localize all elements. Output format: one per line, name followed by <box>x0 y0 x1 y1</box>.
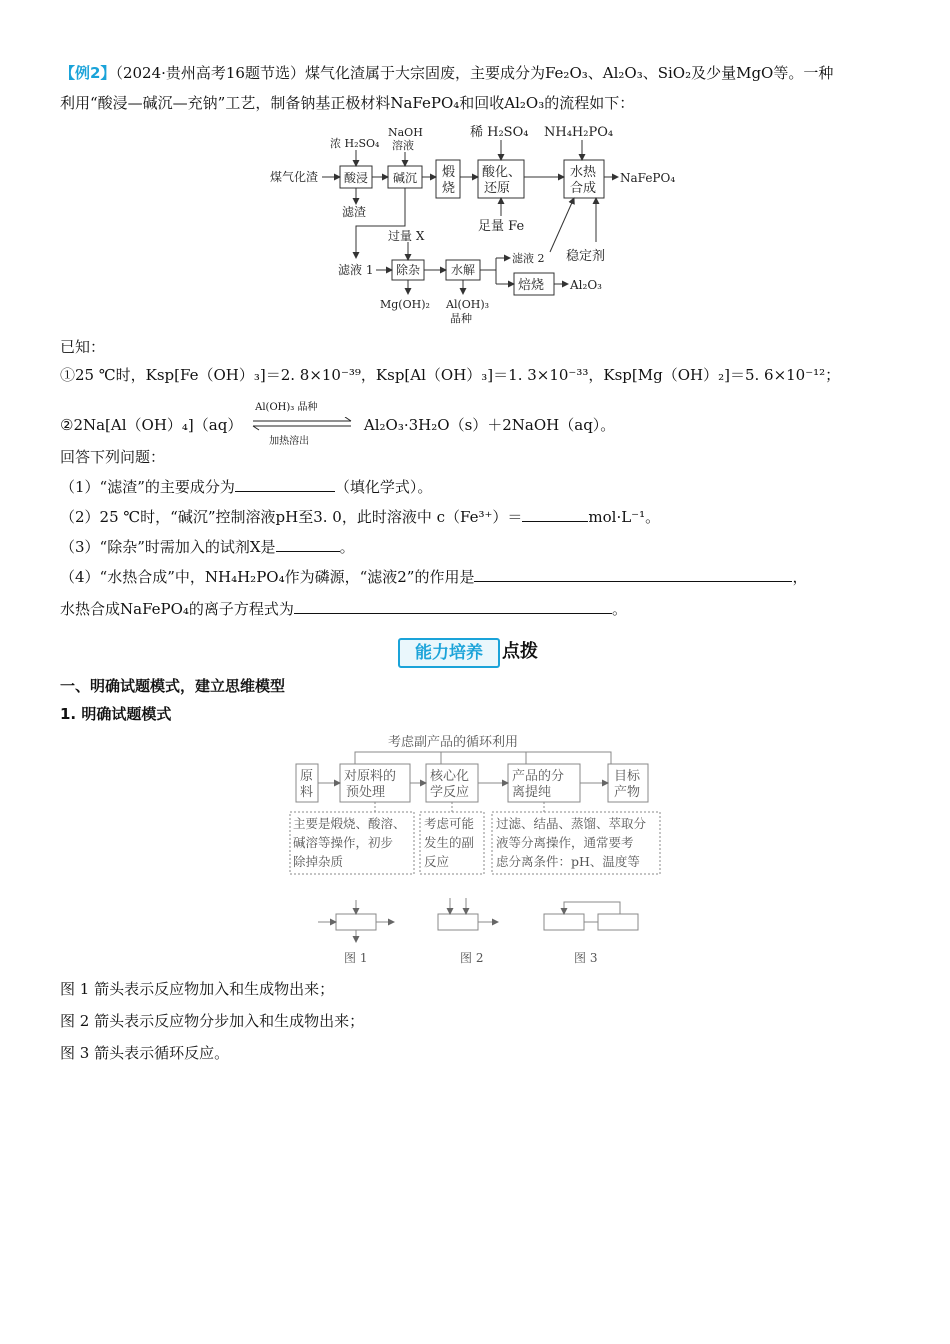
flow-acid-in: 浓 H₂SO₄ <box>330 137 380 150</box>
banner-left: 能力培养 <box>398 638 500 668</box>
question-4b <box>60 598 627 620</box>
flow-calcine1: 煅 <box>442 165 456 180</box>
mode-b2b: 预处理 <box>346 785 386 800</box>
q4-text: （4）“水热合成”中，NH₄H₂PO₄作为磷源，“滤液2”的作用是 <box>60 568 475 586</box>
arrow-bottom-label: 加热溶出 <box>269 436 310 447</box>
arrow-top-label: Al(OH)₃ 晶种 <box>255 402 318 413</box>
mode-n2b: 发生的副 <box>424 835 475 850</box>
flow-mgoh: Mg(OH)₂ <box>380 298 430 311</box>
banner-right: 点拨 <box>502 641 538 662</box>
mode-n1c: 除掉杂质 <box>293 854 344 869</box>
flow-remove: 除杂 <box>396 263 421 277</box>
flow-hydrolysis: 水解 <box>451 263 476 277</box>
section-heading-1: 一、明确试题模式，建立思维模型 <box>60 677 286 695</box>
mode-diagram <box>286 732 666 968</box>
example-source: （2024·贵州高考16题节选） <box>115 64 305 82</box>
mode-top-label: 考虑副产品的循环利用 <box>388 735 519 750</box>
mode-b1a: 原 <box>300 769 314 784</box>
mode-b4b: 离提纯 <box>512 785 552 800</box>
reaction-right: Al₂O₃·3H₂O（s）＋2NaOH（aq）。 <box>363 416 616 434</box>
flow-al2o3: Al₂O₃ <box>570 278 602 292</box>
flow-residue: 滤渣 <box>342 205 367 219</box>
question-1 <box>60 476 432 498</box>
reversible-arrow <box>251 402 355 447</box>
mode-b4a: 产品的分 <box>512 769 565 784</box>
flow-alkali-sink: 碱沉 <box>393 171 418 185</box>
q1-text: （1）“滤渣”的主要成分为 <box>60 478 235 496</box>
note-fig3: 图 3 箭头表示循环反应。 <box>60 1044 230 1062</box>
flow-stabilizer: 稳定剂 <box>566 249 606 264</box>
q4-comma: ， <box>792 568 808 586</box>
q4-tail: 。 <box>611 600 627 618</box>
example-tag: 【例2】 <box>60 64 116 82</box>
q1-blank[interactable] <box>235 477 335 492</box>
mode-b5b: 产物 <box>614 785 641 800</box>
q3-blank[interactable] <box>276 537 340 552</box>
flow-roast: 焙烧 <box>518 278 545 293</box>
reaction-left: ②2Na[Al（OH）₄]（aq） <box>60 416 243 434</box>
question-3 <box>60 536 355 558</box>
question-4 <box>60 566 808 588</box>
q2-text: （2）25 ℃时，“碱沉”控制溶液pH至3. 0，此时溶液中 c（Fe³⁺）＝ <box>60 508 523 526</box>
mode-n1b: 碱溶等操作，初步 <box>293 835 394 850</box>
mode-n2a: 考虑可能 <box>424 816 475 831</box>
flow-naoh1: NaOH <box>388 126 423 139</box>
flow-aloh: Al(OH)₃ <box>446 298 490 311</box>
mode-b2a: 对原料的 <box>344 769 397 784</box>
q4-blank2[interactable] <box>294 599 612 614</box>
mode-b3b: 学反应 <box>430 785 470 800</box>
q1-tail: （填化学式）。 <box>334 478 433 496</box>
flow-excess-x: 过量 X <box>388 229 425 243</box>
flow-acid-leach: 酸浸 <box>344 171 369 185</box>
flow-fe: 足量 Fe <box>478 219 525 234</box>
process-flow-diagram <box>260 118 720 330</box>
mode-b1b: 料 <box>300 785 314 800</box>
question-2 <box>60 506 660 528</box>
flow-naoh2: 溶液 <box>392 139 414 152</box>
note-fig1: 图 1 箭头表示反应物加入和生成物出来； <box>60 980 335 998</box>
flow-seed: 晶种 <box>450 312 472 325</box>
equilibrium-arrow-icon <box>251 417 355 431</box>
mode-b5a: 目标 <box>614 769 641 784</box>
flow-nh4: NH₄H₂PO₄ <box>544 125 614 140</box>
mode-n3a: 过滤、结晶、蒸馏、萃取分 <box>496 816 647 831</box>
q2-blank[interactable] <box>522 507 588 522</box>
mode-n1a: 主要是煅烧、酸溶、 <box>293 816 406 831</box>
section-banner <box>398 638 552 666</box>
flow-acidify2: 还原 <box>484 181 511 196</box>
q4-blank1[interactable] <box>474 567 792 582</box>
known-reaction <box>60 402 616 447</box>
q3-text: （3）“除杂”时需加入的试剂X是 <box>60 538 276 556</box>
known-label: 已知： <box>60 338 106 356</box>
mode-n3b: 液等分离操作，通常要考 <box>496 835 634 850</box>
fig3-caption: 图 3 <box>574 951 598 965</box>
mode-b3a: 核心化 <box>430 769 470 784</box>
mode-n3c: 虑分离条件：pH、温度等 <box>496 854 640 869</box>
section-heading-2: 1. 明确试题模式 <box>60 705 172 723</box>
flow-hydro2: 合成 <box>570 181 597 196</box>
flow-acidify1: 酸化、 <box>482 165 522 180</box>
example-intro1: 煤气化渣属于大宗固废，主要成分为Fe₂O₃、Al₂O₃、SiO₂及少量MgO等。一种 <box>304 64 834 82</box>
flow-filtrate2: 滤液 2 <box>512 252 545 265</box>
flow-filtrate1: 滤液 1 <box>338 263 374 277</box>
example-intro-line2: 利用“酸浸—碱沉—充钠”工艺，制备钠基正极材料NaFePO₄和回收Al₂O₃的流程如下： <box>60 94 635 112</box>
flow-start: 煤气化渣 <box>270 170 319 184</box>
q3-tail: 。 <box>339 538 355 556</box>
flow-calcine2: 烧 <box>442 181 456 196</box>
q2-tail: mol·L⁻¹。 <box>588 508 661 526</box>
fig2-caption: 图 2 <box>460 951 484 965</box>
flow-hydro1: 水热 <box>570 165 597 180</box>
example-intro-line1 <box>60 62 833 84</box>
flow-dil-acid: 稀 H₂SO₄ <box>470 125 529 140</box>
known-ksp: ①25 ℃时，Ksp[Fe（OH）₃]＝2. 8×10⁻³⁹，Ksp[Al（OH）₃]＝1. 3×10⁻³³，Ksp[Mg（OH）₂]＝5. 6×10⁻¹²； <box>60 366 841 384</box>
question-prompt: 回答下列问题： <box>60 448 166 466</box>
note-fig2: 图 2 箭头表示反应物分步加入和生成物出来； <box>60 1012 365 1030</box>
fig1-caption: 图 1 <box>344 951 368 965</box>
flow-product: NaFePO₄ <box>620 171 676 185</box>
mode-n2c: 反应 <box>424 854 450 869</box>
q4-text2: 水热合成NaFePO₄的离子方程式为 <box>60 600 294 618</box>
